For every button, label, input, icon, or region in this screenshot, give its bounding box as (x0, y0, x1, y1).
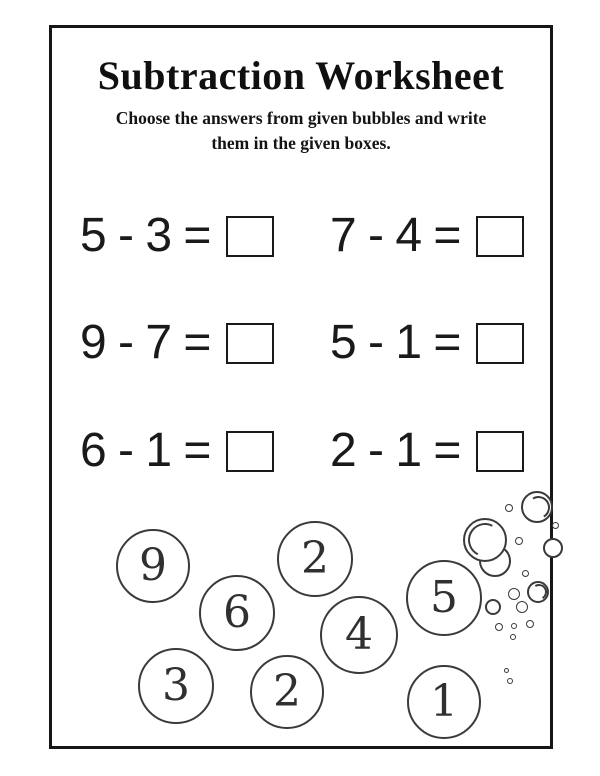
decorative-bubble (552, 522, 559, 529)
bubble-shine (529, 582, 548, 601)
instructions-line-2: them in the given boxes. (211, 133, 391, 154)
bubble-shine (464, 519, 507, 562)
problem-2-answer-box[interactable] (476, 216, 524, 257)
decorative-bubble (510, 634, 516, 640)
problem-1 (80, 210, 274, 262)
number-bubble-3[interactable]: 3 (138, 648, 214, 724)
decorative-bubble (495, 623, 503, 631)
decorative-bubble (507, 678, 513, 684)
problem-3 (80, 317, 274, 369)
worksheet-page (49, 25, 553, 749)
decorative-bubble (504, 668, 509, 673)
problem-5-answer-box[interactable] (226, 431, 274, 472)
decorative-bubble (522, 570, 529, 577)
page-title: Subtraction Worksheet (97, 53, 505, 98)
problem-5 (80, 425, 274, 477)
problem-2-expression: 7 - 4 = (330, 209, 461, 262)
number-bubble-9[interactable]: 9 (116, 529, 190, 603)
problem-3-expression: 9 - 7 = (80, 316, 211, 369)
number-bubble-2-bottom[interactable]: 2 (250, 655, 324, 729)
decorative-bubble (463, 518, 507, 562)
number-bubble-1[interactable]: 1 (407, 665, 481, 739)
problem-6 (330, 425, 524, 477)
problem-6-expression: 2 - 1 = (330, 424, 461, 477)
number-bubble-2-top[interactable]: 2 (277, 521, 353, 597)
problem-6-answer-box[interactable] (476, 431, 524, 472)
decorative-bubble (516, 601, 528, 613)
problem-5-expression: 6 - 1 = (80, 424, 211, 477)
decorative-bubble (508, 588, 520, 600)
problem-2 (330, 210, 524, 262)
instructions-line-1: Choose the answers from given bubbles and write (115, 108, 487, 128)
problem-4-answer-box[interactable] (476, 323, 524, 364)
decorative-bubble (526, 620, 534, 628)
decorative-bubble (527, 581, 549, 603)
problem-1-answer-box[interactable] (226, 216, 274, 257)
problem-4 (330, 317, 524, 369)
decorative-bubble (521, 491, 553, 523)
number-bubble-5[interactable]: 5 (406, 560, 482, 636)
decorative-bubble (485, 599, 501, 615)
problem-3-answer-box[interactable] (226, 323, 274, 364)
instructions-text (52, 106, 550, 157)
decorative-bubble (543, 538, 563, 558)
bubble-shine (525, 494, 553, 522)
decorative-bubble (505, 504, 513, 512)
problem-1-expression: 5 - 3 = (80, 209, 211, 262)
decorative-bubble (511, 623, 517, 629)
number-bubble-6[interactable]: 6 (199, 575, 275, 651)
decorative-bubble (515, 537, 523, 545)
number-bubble-4[interactable]: 4 (320, 596, 398, 674)
problem-4-expression: 5 - 1 = (330, 316, 461, 369)
